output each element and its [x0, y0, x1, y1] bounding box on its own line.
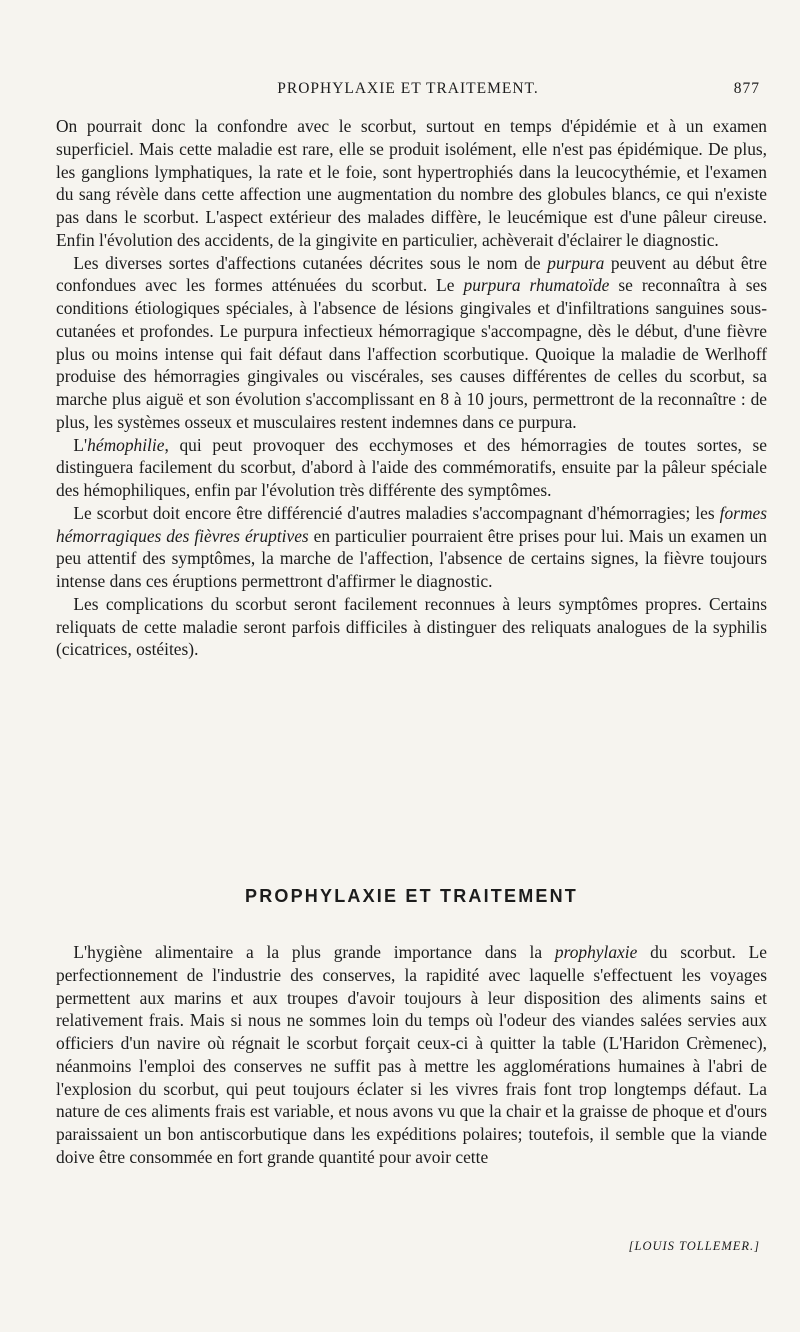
paragraph-complications: Les complications du scorbut seront facilement reconnues à leurs symptômes propres. Certains reliquats de cette maladie seront parfois difficiles à distinguer des reliquats analogues de la syphilis (cicatrices, ostéites). — [56, 593, 767, 660]
running-title: PROPHYLAXIE ET TRAITEMENT. — [277, 80, 539, 97]
term-prophylaxie: prophylaxie — [554, 942, 638, 962]
paragraph-purpura: Les diverses sortes d'affections cutanées décrites sous le nom de purpura peuvent au début être confondues avec les formes atténuées du scorbut. Le purpura rhumatoïde se reconnaîtra à ses conditions étiologiques spéciales, à l'absence de lésions gingivales et d'infiltrations sanguines sous-cutanées et profondes. Le purpura infectieux hémorragique s'accompagne, dès le début, d'une fièvre plus ou moins intense qui fait défaut dans l'affection scorbutique. Quoique la maladie de Werlhoff produise des hémorragies gingivales ou viscérales, ses causes différentes de celles du scorbut, sa marche plus aiguë et son évolution s'accomplissant en 8 à 10 jours, permettront de la reconnaître : de plus, les systèmes osseux et musculaires restent indemnes dans ce purpura. — [56, 252, 767, 432]
term-hemophilie: hémophilie — [87, 434, 165, 455]
prophylaxis-text-block — [56, 941, 767, 1169]
page-number: 877 — [733, 80, 760, 97]
printer-imprint: [LOUIS TOLLEMER.] — [628, 1239, 760, 1253]
term-formes-hemorragiques: formes hémorragiques des fièvres éruptives — [56, 502, 767, 546]
term-purpura: purpura — [547, 252, 605, 273]
paragraph-fievres-eruptives: Le scorbut doit encore être différencié d'autres maladies s'accompagnant d'hémorragies; les formes hémorragiques des fièvres éruptives en particulier pourraient être prises pour lui. Mais un examen un peu attentif des symptômes, la marche de l'affection, l'absence de certains signes, la fièvre toujours intense dans ces éruptions permettront d'affirmer le diagnostic. — [56, 502, 768, 591]
section-heading: PROPHYLAXIE ET TRAITEMENT — [244, 886, 578, 906]
diagnosis-text-block — [56, 115, 767, 661]
paragraph-hygiene-alimentaire: L'hygiène alimentaire a la plus grande importance dans la prophylaxie du scorbut. Le perfectionnement de l'industrie des conserves, la rapidité avec laquelle s'effectuent les voyages permettent aux marins et aux troupes d'avoir toujours à leur disposition des aliments sains et relativement frais. Mais si nous ne sommes loin du temps où l'odeur des viandes salées servies aux officiers d'un navire où régnait le scorbut forçait ceux-ci à quitter la table (L'Haridon Crèmenec), néanmoins l'emploi des conserves ne suffit pas à mettre les agglomérations humaines à l'abri de l'explosion du scorbut, qui peut toujours éclater si les vivres frais font trop longtemps défaut. La nature de ces aliments frais est variable, et nous avons vu que la chair et la graisse de phoque et d'ours paraissaient un bon antiscorbutique dans les expéditions polaires; toutefois, il semble que la viande doive être consommée en fort grande quantité pour avoir cette — [56, 942, 767, 1167]
paragraph-hemophilie: L'hémophilie, qui peut provoquer des ecchymoses et des hémorragies de toutes sortes, se distinguera facilement du scorbut, d'abord à l'aide des commémoratifs, ensuite par la pâleur spéciale des hémophiliques, enfin par l'évolution très différente des symptômes. — [56, 434, 767, 500]
paragraph-leucocythemia: On pourrait donc la confondre avec le scorbut, surtout en temps d'épidémie et à un examen superficiel. Mais cette maladie est rare, elle se produit isolément, elle n'est pas épidémique. De plus, les ganglions lymphatiques, la rate et le foie, sont hypertrophiés dans la leucocythémie, et l'examen du sang révèle dans cette affection une augmentation du nombre des globules blancs, ce qui n'existe pas dans le scorbut. L'aspect extérieur des malades diffère, le leucémique est d'une pâleur cireuse. Enfin l'évolution des accidents, de la gingivite en particulier, achèverait d'éclairer le diagnostic. — [56, 116, 767, 250]
running-head — [56, 80, 760, 100]
term-purpura-rhumatoide: purpura rhumatoïde — [463, 275, 610, 296]
